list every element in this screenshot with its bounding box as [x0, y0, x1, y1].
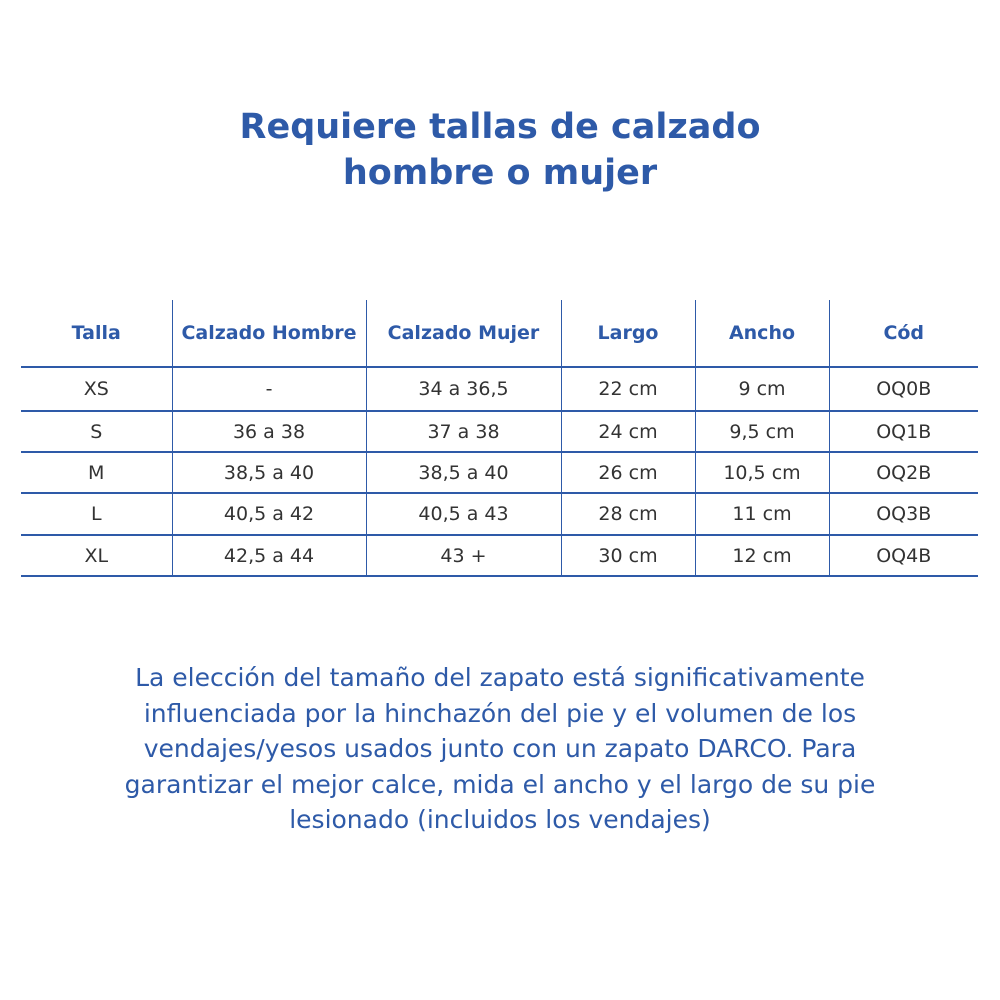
title-line-1: Requiere tallas de calzado [239, 107, 761, 147]
table-row [21, 493, 978, 535]
cell-cod: OQ2B [829, 452, 978, 493]
cell-largo: 24 cm [561, 411, 695, 452]
cell-ancho: 11 cm [695, 493, 829, 535]
cell-largo: 30 cm [561, 535, 695, 576]
cell-talla: XL [21, 535, 172, 576]
cell-ancho: 9,5 cm [695, 411, 829, 452]
header-ancho: Ancho [695, 300, 829, 367]
table-row [21, 411, 978, 452]
cell-cod: OQ4B [829, 535, 978, 576]
note-line-4: garantizar el mejor calce, mida el ancho y el largo de su pie [124, 769, 876, 799]
header-largo: Largo [561, 300, 695, 367]
header-calzado-mujer: Calzado Mujer [366, 300, 561, 367]
table-header [21, 300, 978, 367]
size-table [21, 300, 978, 577]
cell-ancho: 9 cm [695, 367, 829, 411]
page-title [0, 104, 1000, 196]
table-row [21, 367, 978, 411]
title-line-2: hombre o mujer [342, 153, 658, 193]
cell-largo: 22 cm [561, 367, 695, 411]
table-row [21, 452, 978, 493]
note-line-2: influenciada por la hinchazón del pie y el volumen de los [143, 698, 857, 728]
note-line-1: La elección del tamaño del zapato está significativamente [135, 663, 865, 692]
header-calzado-hombre: Calzado Hombre [172, 300, 366, 367]
table-body [21, 367, 978, 576]
cell-calzado-hombre: 38,5 a 40 [172, 452, 366, 493]
cell-calzado-hombre: 42,5 a 44 [172, 535, 366, 576]
note-line-5: lesionado (incluidos los vendajes) [289, 805, 711, 834]
cell-talla: S [21, 411, 172, 452]
header-row [21, 300, 978, 367]
cell-cod: OQ0B [829, 367, 978, 411]
cell-talla: XS [21, 367, 172, 411]
header-cod: Cód [829, 300, 978, 367]
sizing-note [60, 660, 940, 838]
cell-calzado-mujer: 38,5 a 40 [366, 452, 561, 493]
cell-calzado-mujer: 43 + [366, 535, 561, 576]
cell-talla: L [21, 493, 172, 535]
cell-talla: M [21, 452, 172, 493]
cell-ancho: 10,5 cm [695, 452, 829, 493]
cell-calzado-mujer: 37 a 38 [366, 411, 561, 452]
cell-ancho: 12 cm [695, 535, 829, 576]
header-talla: Talla [21, 300, 172, 367]
cell-calzado-mujer: 40,5 a 43 [366, 493, 561, 535]
cell-calzado-hombre: 40,5 a 42 [172, 493, 366, 535]
cell-largo: 26 cm [561, 452, 695, 493]
note-line-3: vendajes/yesos usados junto con un zapato DARCO. Para [143, 734, 857, 763]
cell-calzado-mujer: 34 a 36,5 [366, 367, 561, 411]
cell-cod: OQ3B [829, 493, 978, 535]
table-row [21, 535, 978, 576]
cell-calzado-hombre: 36 a 38 [172, 411, 366, 452]
cell-calzado-hombre: - [172, 367, 366, 411]
cell-cod: OQ1B [829, 411, 978, 452]
cell-largo: 28 cm [561, 493, 695, 535]
